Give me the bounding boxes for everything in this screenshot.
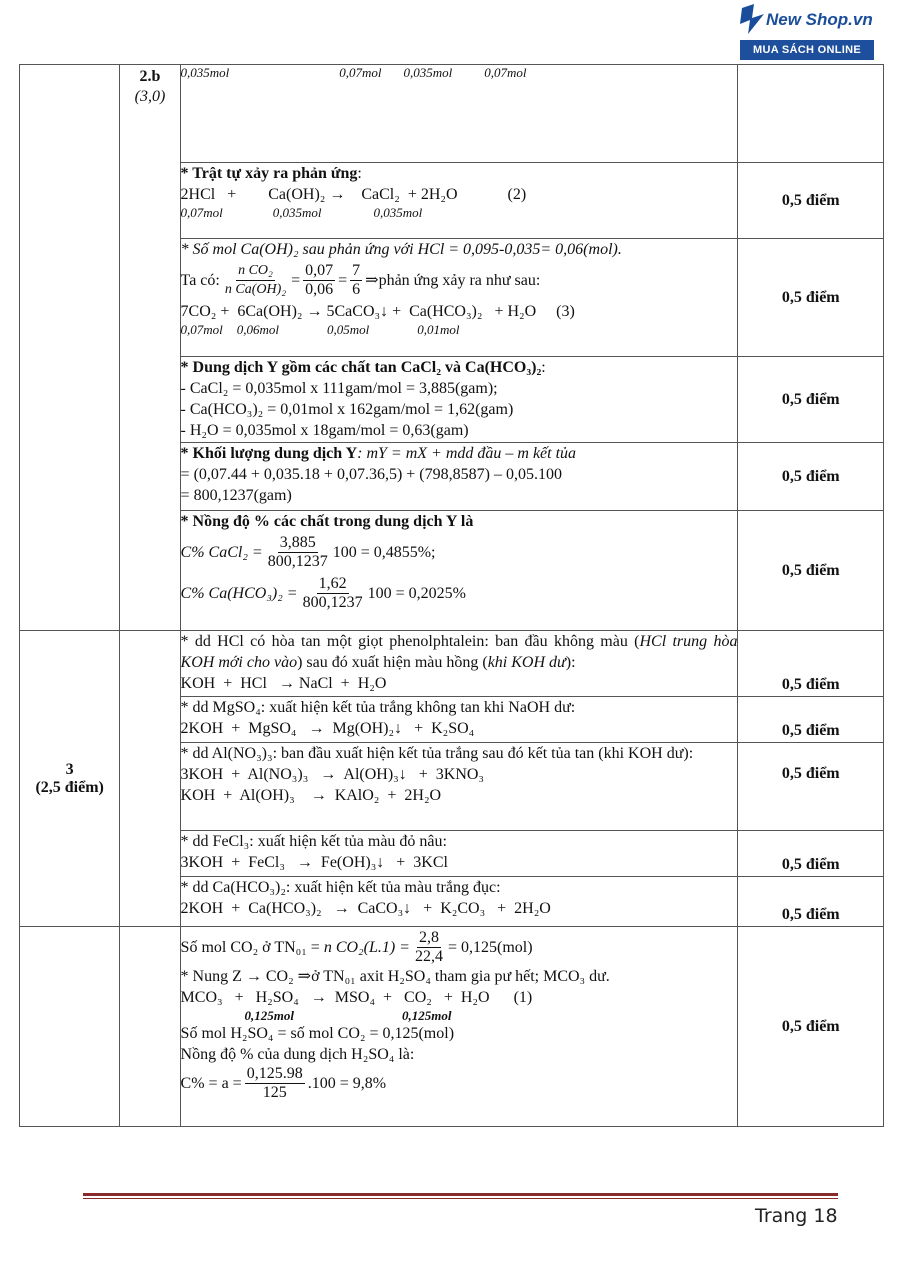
logo-mark-icon [740,4,766,34]
mol-h2so4-line: Số mol H₂SO₄ = số mol CO₂ = 0,125(mol) [180,1025,455,1042]
c-prefix: C% = a = [180,1075,242,1092]
answer-cell [180,443,738,511]
mass-line: = (0,07.44 + 0,035.18 + 0,07.36,5) + (798,8587) – 0,05.100 [180,466,562,483]
footer-rule [83,1193,838,1196]
equation-number: (2) [507,186,527,203]
score-badge: 0,5 điểm [738,927,884,1127]
score-badge: 0,5 điểm [738,443,884,511]
answer-cell: * dd HCl có hòa tan một giọt phenolphtalein: ban đầu không màu (HCl trung hòa KOH mới cho vào) sau đó xuất hiện màu hồng (khi KOH dư): KOH + HCl → NaCl + H₂O [180,631,738,697]
co2-rhs: = 0,125(mol) [447,939,533,956]
conc-line: Nồng độ % của dung dịch H₂SO₄ là: [180,1046,415,1063]
conc2-lhs: C% Ca(HCO₃)₂ = [180,585,298,602]
conc-title: * Nồng độ % các chất trong dung dịch Y là [180,513,474,530]
conc2-rhs: 100 = 0,2025% [367,585,466,602]
order-title: * Trật tự xảy ra phản ứng [180,165,358,182]
cahco3-equation: 2KOH + Ca(HCO₃)₂ → CaCO₃↓ + K₂CO₃ + 2H₂O [180,900,551,917]
answer-cell [180,877,738,927]
mgso4-equation: 2KOH + MgSO₄ → Mg(OH)₂↓ + K₂SO₄ [180,720,475,737]
table-row [20,65,884,163]
score-badge: 0,5 điểm [738,511,884,631]
subquestion-cell [120,65,180,631]
solution-line: - CaCl₂ = 0,035mol x 111gam/mol = 3,885(gam); [180,380,498,397]
equation-3: 7CO₂ + 6Ca(OH)₂ → 5CaCO₃↓ + Ca(HCO₃)₂ + H₂O [180,303,537,320]
logo-brand: New Shop.vn [766,10,873,29]
question-label: 3 [65,760,74,778]
score-badge: 0,5 điểm [738,163,884,239]
co2-n: n CO₂(L.1) = [323,939,410,956]
footer-rule-thin [83,1198,838,1199]
score-badge: 0,5 điểm [738,877,884,927]
fecl3-text: * dd FeCl₃: xuất hiện kết tủa màu đỏ nâu: [180,833,447,850]
score-badge: 0,5 điểm [738,743,884,831]
score-badge: 0,5 điểm [738,357,884,443]
subquestion-points: (3,0) [134,88,166,105]
answer-cell [180,831,738,877]
subquestion-cell [120,631,180,927]
mass-title: * Khối lượng dung dịch Y [180,445,358,462]
solution-y-title: * Dung dịch Y gồm các chất tan CaCl₂ và Ca(HCO₃)₂ [180,359,542,376]
conc1-rhs: 100 = 0,4855%; [332,544,436,561]
conc1-lhs: C% CaCl₂ = [180,544,263,561]
score-badge: 0,5 điểm [738,239,884,357]
answer-cell [180,65,738,163]
ratio-prefix: Ta có: [180,272,220,289]
table-row [20,927,884,1127]
subquestion-cell [120,927,180,1127]
al-equation-1: 3KOH + Al(NO₃)₃ → Al(OH)₃↓ + 3KNO₃ [180,766,484,783]
equation-1: MCO₃ + H₂SO₄ → MSO₄ + CO₂ + H₂O [180,989,490,1006]
mgso4-text: * dd MgSO₄: xuất hiện kết tủa trắng không tan khi NaOH dư: [180,699,576,716]
score-cell [738,65,884,163]
ratio-suffix: ⇒phản ứng xảy ra như sau: [365,272,541,289]
answer-cell [180,697,738,743]
ratio-denominator: n Ca(OH)₂ [224,282,287,297]
solution-line: - Ca(HCO₃)₂ = 0,01mol x 162gam/mol = 1,62(gam) [180,401,514,418]
question-cell [20,65,120,631]
mol-caoh2-line: * Số mol Ca(OH)₂ sau phản ứng với HCl = 0,095-0,035= 0,06(mol). [180,241,622,258]
score-badge: 0,5 điểm [738,631,884,697]
hcl-equation: KOH + HCl → NaCl + H₂O [180,675,387,692]
c-rhs: .100 = 9,8% [307,1075,387,1092]
logo-tagline: MUA SÁCH ONLINE [740,40,874,60]
answer-cell [180,743,738,831]
al-text: * dd Al(NO₃)₃: ban đầu xuất hiện kết tủa trắng sau đó kết tủa tan (khi KOH dư): [180,745,694,762]
table-row [20,631,884,697]
mass-line: = 800,1237(gam) [180,487,292,504]
cahco3-text: * dd Ca(HCO₃)₂: xuất hiện kết tủa màu trắng đục: [180,879,501,896]
score-badge: 0,5 điểm [738,697,884,743]
mass-formula: : mY = mX + mdd đầu – m kết tủa [357,445,577,462]
newshop-logo [740,4,875,60]
subquestion-label: 2.b [139,68,161,85]
answer-cell: * Trật tự xảy ra phản ứng: 2HCl + Ca(OH)₂ → CaCl₂ + 2H₂O (2) 0,07mol 0,035mol 0,035mol [180,163,738,239]
question-points: (2,5 điểm) [35,778,104,796]
equation-2: 2HCl + Ca(OH)₂ → CaCl₂ + 2H₂O [180,186,458,203]
fecl3-equation: 3KOH + FeCl₃ → Fe(OH)₃↓ + 3KCl [180,854,448,871]
answer-cell: Số mol CO₂ ở TN₀₁ = n CO₂(L.1) = $\frac{2,8}{22,4}$ = 0,125(mol) * Nung Z → CO₂ ⇒ở TN₀₁ axit H₂SO₄ tham gia pư hết; MCO₃ dư. MCO₃ + H₂SO₄ → MSO₄ + CO₂ + H₂O (1) 0,125mol 0,125mol Số mol H₂SO₄ = số mol CO₂ = 0,125(mol) Nồng độ % của dung dịch H₂SO₄ là: C% = a = $\frac{0,125.98}{125}$ .100 = 9,8% [180,927,738,1127]
ratio-numerator: n CO₂ [236,262,275,281]
mol-line: 0,035mol 0,07mol 0,035mol 0,07mol [180,65,527,80]
answer-cell: * Dung dịch Y gồm các chất tan CaCl₂ và Ca(HCO₃)₂: - CaCl₂ = 0,035mol x 111gam/mol = 3,885(gam); - Ca(HCO₃)₂ = 0,01mol x 162gam/mol = 1,62(gam) - H₂O = 0,035mol x 18gam/mol = 0,63(gam) [180,357,738,443]
score-badge: 0,5 điểm [738,831,884,877]
co2-prefix: Số mol CO₂ ở TN₀₁ = [180,939,320,956]
page-number: Trang 18 [755,1205,838,1227]
al-equation-2: KOH + Al(OH)₃ → KAlO₂ + 2H₂O [180,787,442,804]
question-cell [20,927,120,1127]
heat-line: * Nung Z → CO₂ ⇒ở TN₀₁ axit H₂SO₄ tham gia pư hết; MCO₃ dư. [180,968,610,985]
question-cell [20,631,120,927]
answer-cell: * Nồng độ % các chất trong dung dịch Y là C% CaCl₂ = $\frac{3,885}{800,1237}$ 100 = 0,4855%; C% Ca(HCO₃)₂ = $\frac{1,62}{800,1237}$ 100 = 0,2025% [180,511,738,631]
solution-table [19,64,884,1127]
solution-line: - H₂O = 0,035mol x 18gam/mol = 0,63(gam) [180,422,469,439]
answer-cell: * Số mol Ca(OH)₂ sau phản ứng với HCl = 0,095-0,035= 0,06(mol). Ta có: $\frac{\text{n CO₂}}{\text{n Ca(OH)₂}}$ = $\frac{0,07}{0,06}$ = $\frac{7}{6}$ ⇒phản ứng xảy ra như sau: 7CO₂ + 6Ca(OH)₂ → 5CaCO₃↓ + Ca(HCO₃)₂ + H₂O (3) 0,07mol 0,06mol 0,05mol 0,01mol [180,239,738,357]
